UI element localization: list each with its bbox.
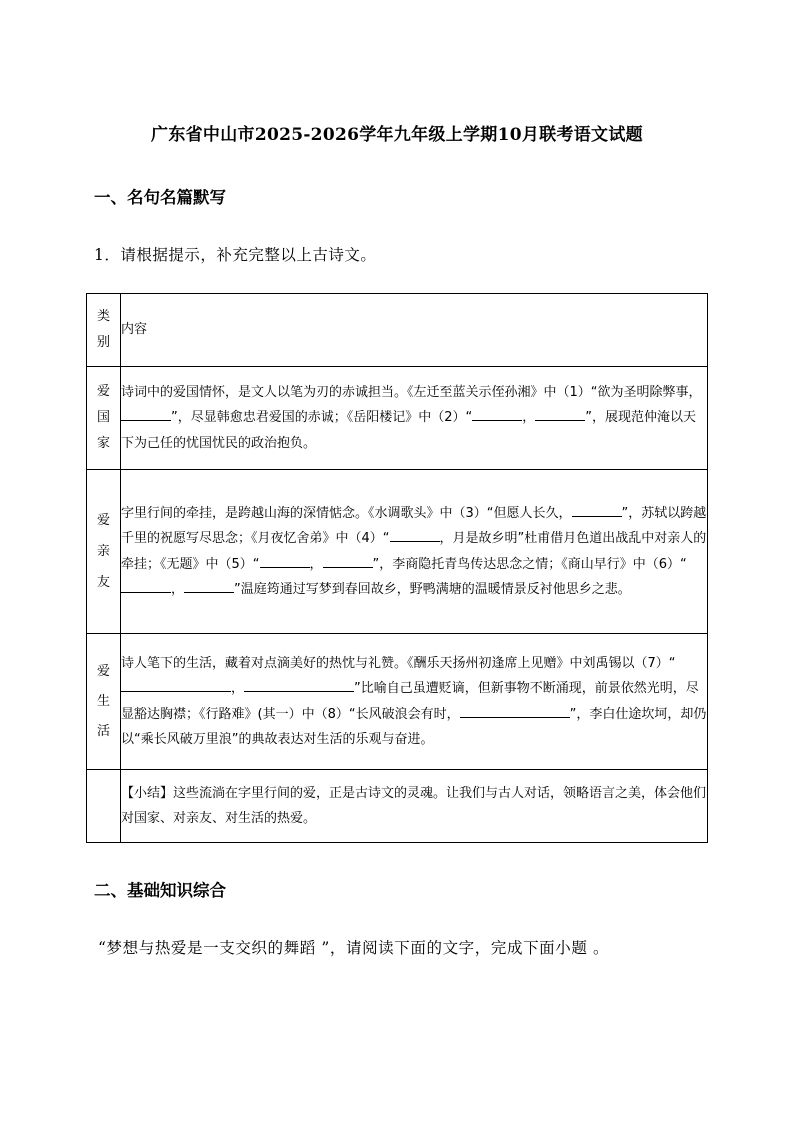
table-header-row [87, 294, 708, 367]
content-cell-life [121, 634, 708, 770]
content-text: ， [171, 582, 185, 597]
content-text: ”，李商隐托青鸟传达思念之情；《商山早行》中（6）“ [372, 556, 687, 572]
content-cell-family [121, 470, 708, 634]
answer-blank-5b[interactable] [323, 553, 373, 568]
category-char: 爱 [96, 513, 110, 528]
content-text: 诗人笔下的生活，藏着对点滴美好的热忱与礼赞。《酬乐天扬州初逢席上见赠》中刘禹锡以（7）“ [121, 655, 676, 671]
table-row-summary [87, 770, 708, 843]
category-cell-family [87, 470, 121, 634]
answer-blank-4[interactable] [390, 527, 440, 542]
content-text: ”比喻自己虽遭贬谪，但新事物不断涌现，前景依然光明，尽显豁达胸襟；《行路难》(其一）中（8）“长风破浪会有时， [121, 681, 699, 722]
table-row-patriotism [87, 367, 708, 470]
section-heading-1: 一、名句名篇默写 [94, 188, 226, 207]
summary-cell: 【小结】这些流淌在字里行间的爱，正是古诗文的灵魂。让我们与古人对话，领略语言之美，体会他们对国家、对亲友、对生活的热爱。 [121, 770, 708, 843]
answer-blank-5a[interactable] [260, 553, 310, 568]
answer-blank-6b[interactable] [184, 578, 234, 593]
content-text: ， [231, 681, 245, 696]
section-2-intro: “梦想与热爱是一支交织的舞蹈 ”，请阅读下面的文字，完成下面小题 。 [98, 939, 610, 957]
header-category-char: 别 [96, 335, 110, 350]
answer-blank-2b[interactable] [535, 406, 585, 421]
content-text: ， [522, 410, 536, 426]
poetry-table [86, 293, 708, 843]
answer-blank-2a[interactable] [472, 406, 522, 421]
content-cell-patriotism [121, 367, 708, 470]
category-char: 活 [96, 723, 110, 739]
content-text: ”，苏轼以跨越千里的祝愿写尽思念；《月夜忆舍弟》中（4）“ [121, 505, 707, 546]
category-cell-empty [87, 770, 121, 843]
document-title: 广东省中山市2025-2026学年九年级上学期10月联考语文试题 [151, 125, 643, 145]
content-text: 诗词中的爱国情怀，是文人以笔为刃的赤诚担当。《左迁至蓝关示侄孙湘》中（1）“欲为圣明除弊事， [121, 384, 702, 400]
category-cell-life [87, 634, 121, 770]
question-1-prompt: 1．请根据提示，补充完整以上古诗文。 [94, 246, 377, 264]
category-char: 国 [96, 410, 110, 425]
answer-blank-1[interactable] [121, 406, 171, 421]
table-row-life [87, 634, 708, 770]
category-char: 爱 [96, 384, 110, 399]
category-char: 亲 [96, 544, 110, 559]
content-text: ，月是故乡明”杜甫借月色道出战乱中对亲人的牵挂；《无题》中（5）“ [121, 531, 707, 572]
header-category-cell [87, 294, 121, 367]
content-text: ， [309, 556, 323, 572]
answer-blank-8[interactable] [460, 703, 570, 718]
category-cell-patriotism [87, 367, 121, 470]
category-char: 友 [96, 575, 110, 590]
category-char: 生 [96, 693, 110, 709]
answer-blank-6a[interactable] [121, 578, 171, 593]
content-text: ”温庭筠通过写梦到春回故乡，野鸭满塘的温暖情景反衬他思乡之悲。 [234, 582, 631, 597]
table-row-family [87, 470, 708, 634]
category-char: 爱 [96, 663, 110, 679]
content-text: ”，尽显韩愈忠君爱国的赤诚；《岳阳楼记》中（2）“ [171, 410, 473, 426]
category-char: 家 [96, 436, 110, 451]
section-heading-2: 二、基础知识综合 [94, 881, 226, 900]
answer-blank-3[interactable] [572, 502, 622, 517]
answer-blank-7a[interactable] [121, 677, 231, 692]
header-content-cell: 内容 [121, 294, 708, 367]
content-text: ”，李白仕途坎坷，却仍以“乘长风破万里浪”的典故表达对生活的乐观与奋进。 [121, 706, 707, 747]
content-text: 字里行间的牵挂，是跨越山海的深情惦念。《水调歌头》中（3）“但愿人长久， [121, 505, 572, 521]
header-category-char: 类 [96, 309, 110, 324]
content-text: ”，展现范仲淹以天下为己任的忧国忧民的政治抱负。 [121, 410, 697, 451]
answer-blank-7b[interactable] [244, 677, 354, 692]
